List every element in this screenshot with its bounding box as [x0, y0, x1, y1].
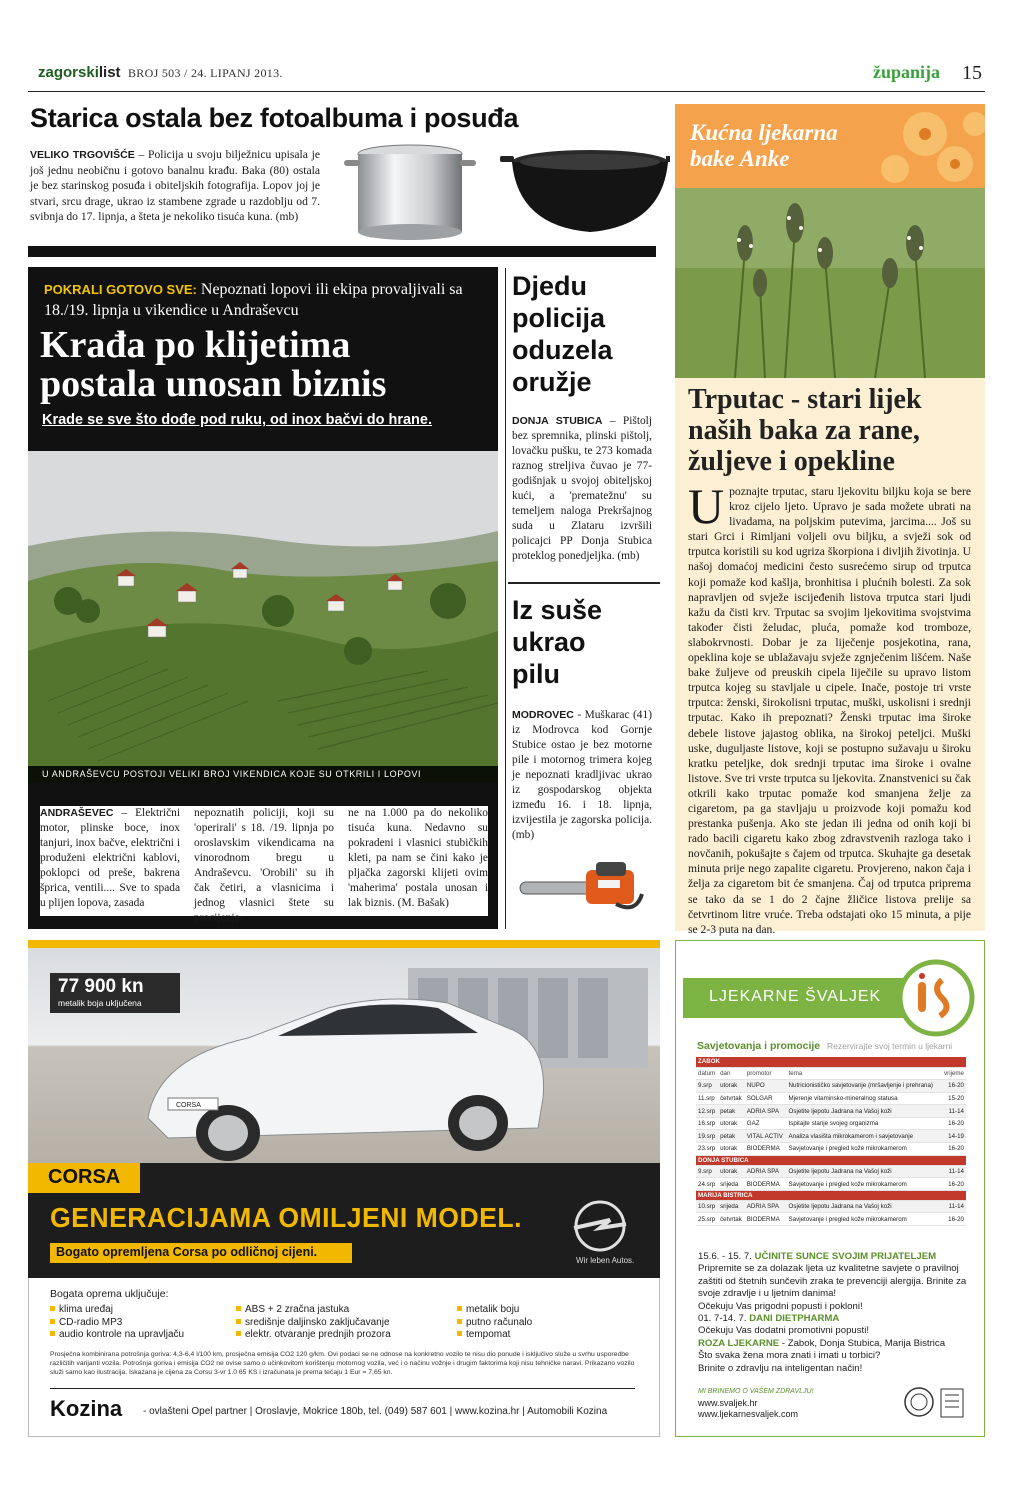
photo-caption: U ANDRAŠEVCU POSTOJI VELIKI BROJ VIKENDICA KOJE SU OTKRILI I LOPOVI	[28, 766, 498, 783]
table-cell: 24.srp	[696, 1178, 718, 1191]
table-cell: 15-20	[941, 1092, 966, 1105]
table-cell: vrijeme	[941, 1067, 966, 1080]
table-cell: ADRIA SPA	[745, 1200, 787, 1213]
dealer-logo[interactable]: Kozina	[50, 1396, 123, 1421]
table-cell: utorak	[718, 1143, 745, 1156]
table-cell: 16-20	[941, 1117, 966, 1130]
car-price-badge: 77 900 kn metalik boja uključena	[50, 973, 180, 1013]
consultations-note: Rezervirajte svoj termin u ljekarni	[827, 1041, 953, 1051]
table-cell: BIODERMA	[745, 1178, 787, 1191]
consultations-title: Savjetovanja i promocije	[697, 1040, 821, 1052]
table-row	[696, 1092, 966, 1105]
equipment-list-2: ABS + 2 zračna jastuka središnje daljinsko zaključavanje elektr. otvaranje prednjih prozora	[236, 1304, 391, 1342]
table-cell: NUPO	[745, 1080, 787, 1093]
table-cell: 16-20	[941, 1178, 966, 1191]
pharmacy-care-line: MI BRINEMO O VAŠEM ZDRAVLJU!	[698, 1388, 814, 1395]
vineyard-photo	[28, 451, 498, 783]
table-cell: Mjerenje vitaminsko-mineralnog statusa	[787, 1092, 942, 1105]
table-cell: utorak	[718, 1080, 745, 1093]
pharmacy-website-2[interactable]: www.ljekarnesvaljek.com	[698, 1409, 799, 1419]
equipment-list-1: klima uređaj CD-radio MP3 audio kontrole na upravljaču	[50, 1304, 184, 1342]
table-cell: 19.srp	[696, 1130, 718, 1143]
car-slogan: GENERACIJAMA OMILJENI MODEL.	[50, 1202, 522, 1233]
location-row	[696, 1190, 966, 1200]
herbal-headline: Trputac - stari lijek naših baka za rane, žuljeve i opekline	[688, 384, 922, 477]
table-cell: 11-14	[941, 1105, 966, 1118]
ad-top-stripe	[28, 940, 660, 948]
car-model-label: CORSA	[28, 1163, 140, 1193]
car-legal-text: Prosječna kombinirana potrošnja goriva: 4,3-6,4 l/100 km, prosječna emisija CO2 120 g/km. Ovi podaci se ne odnose na konkretno vozilo te nisu dio ponude i isključivo služe u svrhu usporedbe različitih varijanti vozila. Potrošnja goriva i emisija CO2 ne ovise samo o učinkovitom korištenju motornog vozila, već i o načinu vožnje i drugim faktorima koji nisu tehničke naravi. Prikazano vozilo služi samo kao ilustracija. Iskazana je cijena za Corsu 3-vr 1.0 65 KS i izračunata je prema tečaju 1 Eur = 7,65 kn.	[50, 1351, 635, 1376]
table-cell: 11.srp	[696, 1092, 718, 1105]
column-rule	[505, 268, 506, 929]
equipment-list-3: metalik boju putno računalo tempomat	[457, 1304, 532, 1342]
theft-col-3: ne na 1.000 pa do nekoliko tisuća kuna. Nedavno su pokradeni i vlasnici stubičkih kleti, pa nam se čini kako je pljačka zagorski klijeti ovim 'maherima' postala unosan i lak biznis. (M. Bašak)	[348, 807, 488, 909]
table-cell: 25.srp	[696, 1213, 718, 1226]
location-name: DONJA STUBICA	[696, 1155, 966, 1165]
table-cell: Savjetovanje i pregled kože mikrokamerom	[787, 1178, 942, 1191]
pharmacy-logo-icon	[896, 958, 976, 1038]
table-row	[696, 1200, 966, 1213]
page-number: 15	[962, 62, 982, 84]
theft-col-1: ANDRAŠEVEC – Električni motor, plinske boce, inox tanjuri, inox bačve, električni i produženi električni kablovi, poklopci od preše, bakrena šprica, ventili.... Sve to spada u plijen lopova, zasada	[40, 807, 180, 909]
table-cell: Osjetite ljepotu Jadrana na Vašoj koži	[787, 1200, 942, 1213]
table-row	[696, 1117, 966, 1130]
steel-pot-image	[344, 145, 476, 240]
table-cell: datum	[696, 1067, 718, 1080]
license-plate-text: CORSA	[176, 1102, 201, 1109]
table-row	[696, 1178, 966, 1191]
table-cell: Savjetovanje i pregled kože mikrokamerom	[787, 1213, 942, 1226]
table-cell: petak	[718, 1105, 745, 1118]
table-row	[696, 1080, 966, 1093]
pharmacy-promotions: 15.6. - 15. 7. UČINITE SUNCE SVOJIM PRIJATELJEM Pripremite se za dolazak ljeta uz kvalitetne savjete o pravilnoj zaštiti od štetnih sunčevih zraka te prevenciji alergija. Brinite za svoje zdravlje i u ljetnim danima! Očekuju Vas prigodni popusti i pokloni! 01. 7-14. 7. DANI DIETPHARMA Očekuju Vas dodatni promotivni popusti! ROZA LJEKARNE - Zabok, Donja Stubica, Marija Bistrica Što svaka žena mora znati i imati u torbici? Brinite o zdravlju na inteligentan način!	[698, 1251, 967, 1374]
table-header-row	[696, 1067, 966, 1080]
masthead-logo[interactable]: zagorskilist	[38, 64, 121, 81]
table-cell: tema	[787, 1067, 942, 1080]
table-cell: 10.srp	[696, 1200, 718, 1213]
story-pot-body: VELIKO TRGOVIŠĆE – Policija u svoju bilježnicu upisala je još jednu neobičnu i gotovo banalnu krađu. Baka (80) ostala je bez starinskog posuđa i obiteljskih fotografija. Lopov joj je stvari, srcu drage, ukrao iz stambene zgrade u razdoblju od 7. svibnja do 17. lipnja, a šteta je nekoliko tisuća kuna. (mb)	[30, 148, 320, 223]
header-rule	[28, 91, 985, 92]
opel-logo-icon	[560, 1198, 640, 1268]
theft-kicker: POKRALI GOTOVO SVE: Nepoznati lopovi ili ekipa provaljivali sa 18./19. lipnja u vikendice u Andraševcu	[44, 281, 463, 319]
section-divider-bar	[28, 246, 656, 257]
pharmacy-website-1[interactable]: www.svaljek.hr	[698, 1398, 758, 1408]
herbal-kicker: Kućna ljekarna bake Anke	[690, 120, 838, 171]
car-subline: Bogato opremljena Corsa po odličnoj cijeni.	[50, 1243, 352, 1263]
theft-deck: Krade se sve što dođe pod ruku, od inox bačvi do hrane.	[42, 412, 432, 428]
table-cell: 9.srp	[696, 1080, 718, 1093]
section-label: županija	[873, 62, 941, 82]
table-cell: Osjetite ljepotu Jadrana na Vašoj koži	[787, 1105, 942, 1118]
table-cell: 16-20	[941, 1080, 966, 1093]
table-cell: SOLGAR	[745, 1092, 787, 1105]
drop-cap: U	[688, 478, 725, 534]
table-cell: srijeda	[718, 1178, 745, 1191]
gun-headline: Djedu policija oduzela oružje	[512, 271, 613, 397]
certification-badges-icon	[903, 1385, 968, 1420]
table-cell: promotor	[745, 1067, 787, 1080]
black-pot-image	[500, 150, 670, 232]
location-row	[696, 1057, 966, 1067]
table-cell: 11-14	[941, 1165, 966, 1178]
location-row	[696, 1155, 966, 1165]
table-cell: Osjetite ljepotu Jadrana na Vašoj koži	[787, 1165, 942, 1178]
table-cell: dan	[718, 1067, 745, 1080]
plantain-photo	[675, 188, 985, 378]
table-cell: Ispitajte stanje svojeg organizma	[787, 1117, 942, 1130]
table-cell: VITAL ACTIV	[745, 1130, 787, 1143]
dealer-rule	[50, 1388, 635, 1389]
story-pot-headline: Starica ostala bez fotoalbuma i posuđa	[30, 103, 519, 133]
dealer-contact[interactable]: - ovlašteni Opel partner | Oroslavje, Mokrice 180b, tel. (049) 587 601 | www.kozina.hr | Automobili Kozina	[143, 1406, 608, 1417]
table-cell: 9.srp	[696, 1165, 718, 1178]
table-row	[696, 1105, 966, 1118]
table-cell: 23.srp	[696, 1143, 718, 1156]
cookware-photo	[340, 136, 670, 246]
chainsaw-image	[516, 854, 648, 924]
table-cell: utorak	[718, 1165, 745, 1178]
table-cell: BIODERMA	[745, 1213, 787, 1226]
table-cell: četvrtak	[718, 1213, 745, 1226]
table-cell: ADRIA SPA	[745, 1105, 787, 1118]
theft-col-2: nepoznatih policiji, koji su 'operirali' s 18. /19. lipnja po oroslavskim vikendicama na vinorodnom bregu u Andraševcu. 'Orobili' su ih čak četiri, a vlasnicima i jednog vlasnici štete su procijenje-	[194, 807, 334, 924]
table-cell: 16-20	[941, 1213, 966, 1226]
theft-story-body	[40, 806, 488, 924]
consultation-schedule	[696, 1057, 966, 1226]
table-cell: GAZ	[745, 1117, 787, 1130]
table-row	[696, 1130, 966, 1143]
table-cell: utorak	[718, 1117, 745, 1130]
table-row	[696, 1165, 966, 1178]
equipment-title: Bogata oprema uključuje:	[50, 1288, 169, 1300]
location-name: ZABOK	[696, 1057, 966, 1067]
table-cell: srijeda	[718, 1200, 745, 1213]
table-cell: Analiza vlasišta mikrokamerom i savjetovanje	[787, 1130, 942, 1143]
table-cell: 16.srp	[696, 1117, 718, 1130]
issue-info: BROJ 503 / 24. LIPANJ 2013.	[128, 66, 283, 80]
location-name: MARIJA BISTRICA	[696, 1190, 966, 1200]
herbal-body: Upoznajte trputac, staru ljekovitu biljku koja se bere kroz cijelo ljeto. Upravo je sada možete ubrati na livadama, na poljskim putevima, jarcima.... Još su stari Grci i Rimljani voljeli ovu biljku, a svježi sok od trputca koristili su kod ugriza škorpiona i divljih životinja. U našoj domaćoj medicini često susrećemo sirup od trputca koji pomaže kod kašlja, bronhitisa i plućnih bolesti. Za sok napravljen od svježe iscijeđenih listova trputca stari ljudi kažu da čisti krv. Trputac sa svojim ljekovitima svojstvima također čisti želudac, pluća, pomaže kod tromboze, slabokrvnosti. Dobar je za liječenje posjekotina, rana, opeklina koje se ublažavaju svježe zgnječenim lišćem. Naše bake žuljeve od preuskih cipela liječile su upravo listom trputca kojeg su stavljale u cipele. Inače, postoje tri vrste trputca: ženski, širokolisni trputac, muški, uskolisni i srednji trputac. Kako ih prepoznati? Ženski trputac ima široke debele listove jajastog oblika, na širokoj peteljci. Muški uske, duguljaste listove, koji se postupno sužavaju u široku kratku peteljke, dok srednji trputac ima široke i ovalne listove. Sve tri vrste trputca su ljekovita. Znanstvenici su čak otkrili kako trputac pomaže kod smanjena želje za cigaretom, pa ga stavljaju u proizvode koji pomažu kod prestanka pušenja. Ako ste jedan ili jedna od onih koji bi rado bacili cigaretu kako zbog zdravstvenih razloga tako i novčanih, pokušajte s čajem od trputca. Skuhajte ga desetak minuta prije nego zapalite cigaretu. Provjereno, nakon čaja i želja za cigaretom bit će smanjena. Čaj od trputca priprema se tako da se 1 do 2 čajne žličice listova prelije sa četvrtinom litre vruće. Treba odstajati oko 15 minuta, a pije se 2-3 puta na dan.	[688, 478, 971, 936]
table-cell: 16-20	[941, 1143, 966, 1156]
mid-divider	[508, 582, 660, 584]
table-cell: 14-19	[941, 1130, 966, 1143]
theft-headline: Krađa po klijetima postala unosan biznis	[40, 324, 387, 405]
table-cell: Nutricionističko savjetovanje (mršavljenje i prehrana)	[787, 1080, 942, 1093]
table-cell: BIODERMA	[745, 1143, 787, 1156]
table-cell: 11-14	[941, 1200, 966, 1213]
gun-body: DONJA STUBICA – Pištolj bez spremnika, plinski pištolj, lovačku pušku, te 273 komada raznog streljiva čuvao je 77-godišnjak u svojoj obiteljskoj kući, a 'prematežnu' su temeljem naloga Prekršajnog suda u Zlataru izvršili policajci PP Donja Stubica proteklog ponedjeljka. (mb)	[512, 415, 653, 562]
table-cell: petak	[718, 1130, 745, 1143]
table-cell: četvrtak	[718, 1092, 745, 1105]
opel-tagline: Wir leben Autos.	[576, 1256, 635, 1265]
saw-body: MODROVEC - Muškarac (41) iz Modrovca kod Gornje Stubice ostao je bez motorne pile i motornog trimera kojeg je nepoznati kradljivac ukrao iz gospodarskog objekta između 16. i 18. lipnja, izvijestila je zagorska policija. (mb)	[512, 709, 652, 841]
pharmacy-brand: LJEKARNE ŠVALJEK	[683, 978, 913, 1018]
table-cell: 12.srp	[696, 1105, 718, 1118]
table-row	[696, 1143, 966, 1156]
table-cell: ADRIA SPA	[745, 1165, 787, 1178]
table-row	[696, 1213, 966, 1226]
table-cell: Savjetovanje i pregled kože mikrokamerom	[787, 1143, 942, 1156]
saw-headline: Iz suše ukrao pilu	[512, 595, 603, 689]
